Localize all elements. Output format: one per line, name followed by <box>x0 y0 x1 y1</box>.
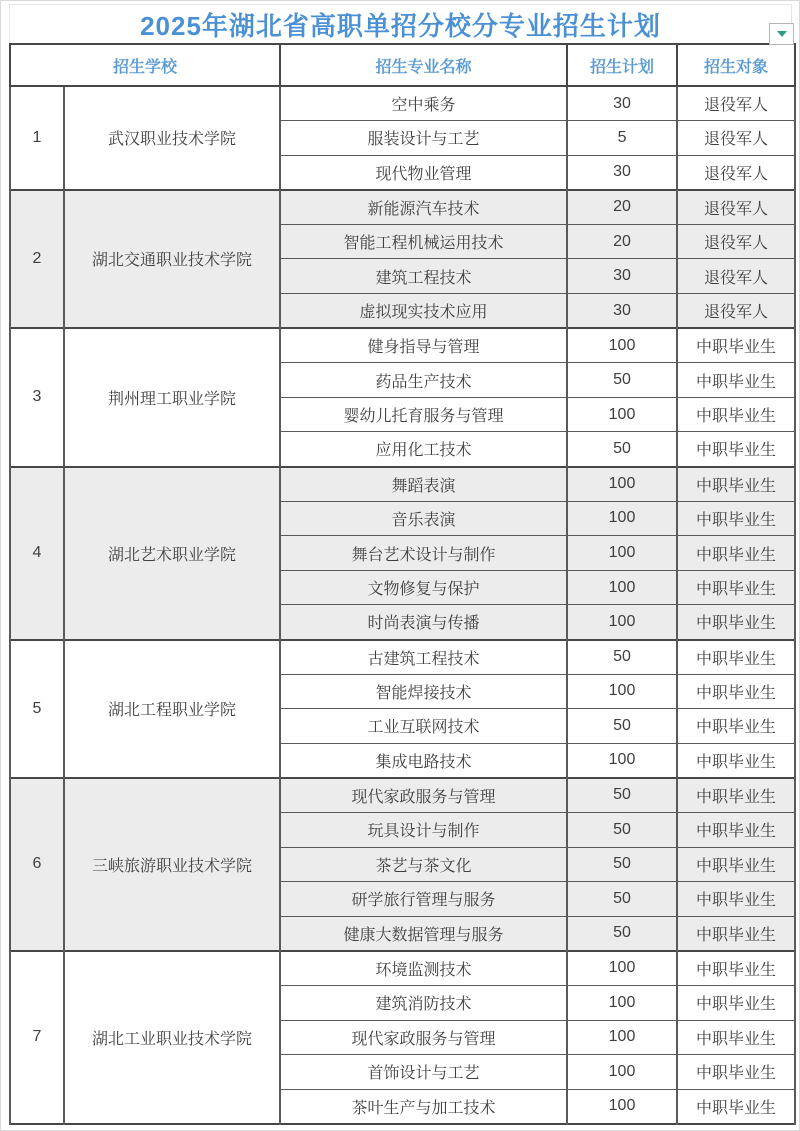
major-cell: 首饰设计与工艺 <box>280 1055 567 1090</box>
target-cell: 中职毕业生 <box>677 882 795 917</box>
plan-cell: 20 <box>567 224 677 259</box>
major-cell: 婴幼儿托育服务与管理 <box>280 397 567 432</box>
major-cell: 舞台艺术设计与制作 <box>280 536 567 571</box>
plan-cell: 50 <box>567 778 677 813</box>
major-cell: 现代家政服务与管理 <box>280 778 567 813</box>
table-row <box>10 951 795 986</box>
target-cell: 退役军人 <box>677 190 795 225</box>
major-cell: 音乐表演 <box>280 501 567 536</box>
table-row <box>10 190 795 225</box>
major-cell: 智能工程机械运用技术 <box>280 224 567 259</box>
major-cell: 环境监测技术 <box>280 951 567 986</box>
major-cell: 舞蹈表演 <box>280 467 567 502</box>
target-cell: 中职毕业生 <box>677 951 795 986</box>
enrollment-table <box>9 43 796 1125</box>
major-cell: 文物修复与保护 <box>280 570 567 605</box>
table-row <box>10 86 795 121</box>
major-cell: 建筑消防技术 <box>280 985 567 1020</box>
group-index-cell: 4 <box>10 467 64 640</box>
target-cell: 中职毕业生 <box>677 640 795 675</box>
title-bar <box>9 4 792 43</box>
major-cell: 服装设计与工艺 <box>280 121 567 156</box>
group-index-cell: 7 <box>10 951 64 1124</box>
plan-cell: 100 <box>567 951 677 986</box>
target-cell: 退役军人 <box>677 121 795 156</box>
target-cell: 中职毕业生 <box>677 570 795 605</box>
school-cell: 三峡旅游职业技术学院 <box>64 778 280 951</box>
plan-cell: 50 <box>567 847 677 882</box>
table-row <box>10 778 795 813</box>
plan-cell: 100 <box>567 743 677 778</box>
target-cell: 中职毕业生 <box>677 985 795 1020</box>
plan-cell: 100 <box>567 397 677 432</box>
school-cell: 湖北工业职业技术学院 <box>64 951 280 1124</box>
major-cell: 研学旅行管理与服务 <box>280 882 567 917</box>
target-cell: 中职毕业生 <box>677 1055 795 1090</box>
group-index-cell: 1 <box>10 86 64 190</box>
target-cell: 中职毕业生 <box>677 467 795 502</box>
major-cell: 智能焊接技术 <box>280 674 567 709</box>
major-cell: 现代家政服务与管理 <box>280 1020 567 1055</box>
plan-cell: 50 <box>567 432 677 467</box>
target-cell: 中职毕业生 <box>677 432 795 467</box>
plan-cell: 100 <box>567 467 677 502</box>
plan-cell: 100 <box>567 501 677 536</box>
plan-cell: 100 <box>567 536 677 571</box>
target-cell: 中职毕业生 <box>677 536 795 571</box>
major-cell: 新能源汽车技术 <box>280 190 567 225</box>
major-cell: 玩具设计与制作 <box>280 812 567 847</box>
plan-cell: 100 <box>567 1089 677 1124</box>
plan-cell: 5 <box>567 121 677 156</box>
table-row <box>10 467 795 502</box>
table-row <box>10 640 795 675</box>
table-row <box>10 328 795 363</box>
group-index-cell: 3 <box>10 328 64 466</box>
target-cell: 中职毕业生 <box>677 363 795 398</box>
school-cell: 荆州理工职业学院 <box>64 328 280 466</box>
plan-cell: 100 <box>567 328 677 363</box>
target-cell: 中职毕业生 <box>677 743 795 778</box>
target-cell: 退役军人 <box>677 294 795 329</box>
major-cell: 时尚表演与传播 <box>280 605 567 640</box>
major-cell: 虚拟现实技术应用 <box>280 294 567 329</box>
plan-cell: 30 <box>567 259 677 294</box>
header-plan: 招生计划 <box>567 44 677 86</box>
major-cell: 建筑工程技术 <box>280 259 567 294</box>
target-cell: 退役军人 <box>677 155 795 190</box>
major-cell: 现代物业管理 <box>280 155 567 190</box>
target-cell: 中职毕业生 <box>677 812 795 847</box>
plan-cell: 30 <box>567 155 677 190</box>
target-cell: 中职毕业生 <box>677 709 795 744</box>
group-index-cell: 2 <box>10 190 64 328</box>
header-school: 招生学校 <box>10 44 280 86</box>
plan-cell: 100 <box>567 1055 677 1090</box>
target-cell: 中职毕业生 <box>677 328 795 363</box>
page-title: 2025年湖北省高职单招分校分专业招生计划 <box>140 10 661 41</box>
target-cell: 中职毕业生 <box>677 605 795 640</box>
plan-cell: 100 <box>567 985 677 1020</box>
table-header-row <box>10 44 795 86</box>
plan-cell: 30 <box>567 86 677 121</box>
header-target: 招生对象 <box>677 44 795 86</box>
plan-cell: 50 <box>567 882 677 917</box>
target-cell: 中职毕业生 <box>677 501 795 536</box>
plan-cell: 50 <box>567 640 677 675</box>
filter-dropdown-button[interactable] <box>769 23 794 45</box>
target-cell: 中职毕业生 <box>677 847 795 882</box>
plan-cell: 100 <box>567 1020 677 1055</box>
target-cell: 中职毕业生 <box>677 778 795 813</box>
target-cell: 中职毕业生 <box>677 1020 795 1055</box>
plan-cell: 50 <box>567 709 677 744</box>
school-cell: 武汉职业技术学院 <box>64 86 280 190</box>
group-index-cell: 6 <box>10 778 64 951</box>
target-cell: 中职毕业生 <box>677 674 795 709</box>
major-cell: 古建筑工程技术 <box>280 640 567 675</box>
target-cell: 中职毕业生 <box>677 1089 795 1124</box>
target-cell: 退役军人 <box>677 259 795 294</box>
plan-cell: 100 <box>567 570 677 605</box>
plan-cell: 50 <box>567 363 677 398</box>
plan-cell: 50 <box>567 916 677 951</box>
school-cell: 湖北交通职业技术学院 <box>64 190 280 328</box>
dropdown-arrow-icon <box>777 31 787 37</box>
target-cell: 中职毕业生 <box>677 916 795 951</box>
target-cell: 退役军人 <box>677 224 795 259</box>
major-cell: 茶艺与茶文化 <box>280 847 567 882</box>
table-body <box>10 86 795 1124</box>
plan-cell: 20 <box>567 190 677 225</box>
group-index-cell: 5 <box>10 640 64 778</box>
major-cell: 健康大数据管理与服务 <box>280 916 567 951</box>
target-cell: 退役军人 <box>677 86 795 121</box>
major-cell: 药品生产技术 <box>280 363 567 398</box>
plan-cell: 100 <box>567 674 677 709</box>
major-cell: 工业互联网技术 <box>280 709 567 744</box>
plan-cell: 50 <box>567 812 677 847</box>
plan-cell: 30 <box>567 294 677 329</box>
header-major: 招生专业名称 <box>280 44 567 86</box>
school-cell: 湖北艺术职业学院 <box>64 467 280 640</box>
plan-cell: 100 <box>567 605 677 640</box>
major-cell: 应用化工技术 <box>280 432 567 467</box>
school-cell: 湖北工程职业学院 <box>64 640 280 778</box>
target-cell: 中职毕业生 <box>677 397 795 432</box>
major-cell: 茶叶生产与加工技术 <box>280 1089 567 1124</box>
major-cell: 健身指导与管理 <box>280 328 567 363</box>
major-cell: 空中乘务 <box>280 86 567 121</box>
major-cell: 集成电路技术 <box>280 743 567 778</box>
